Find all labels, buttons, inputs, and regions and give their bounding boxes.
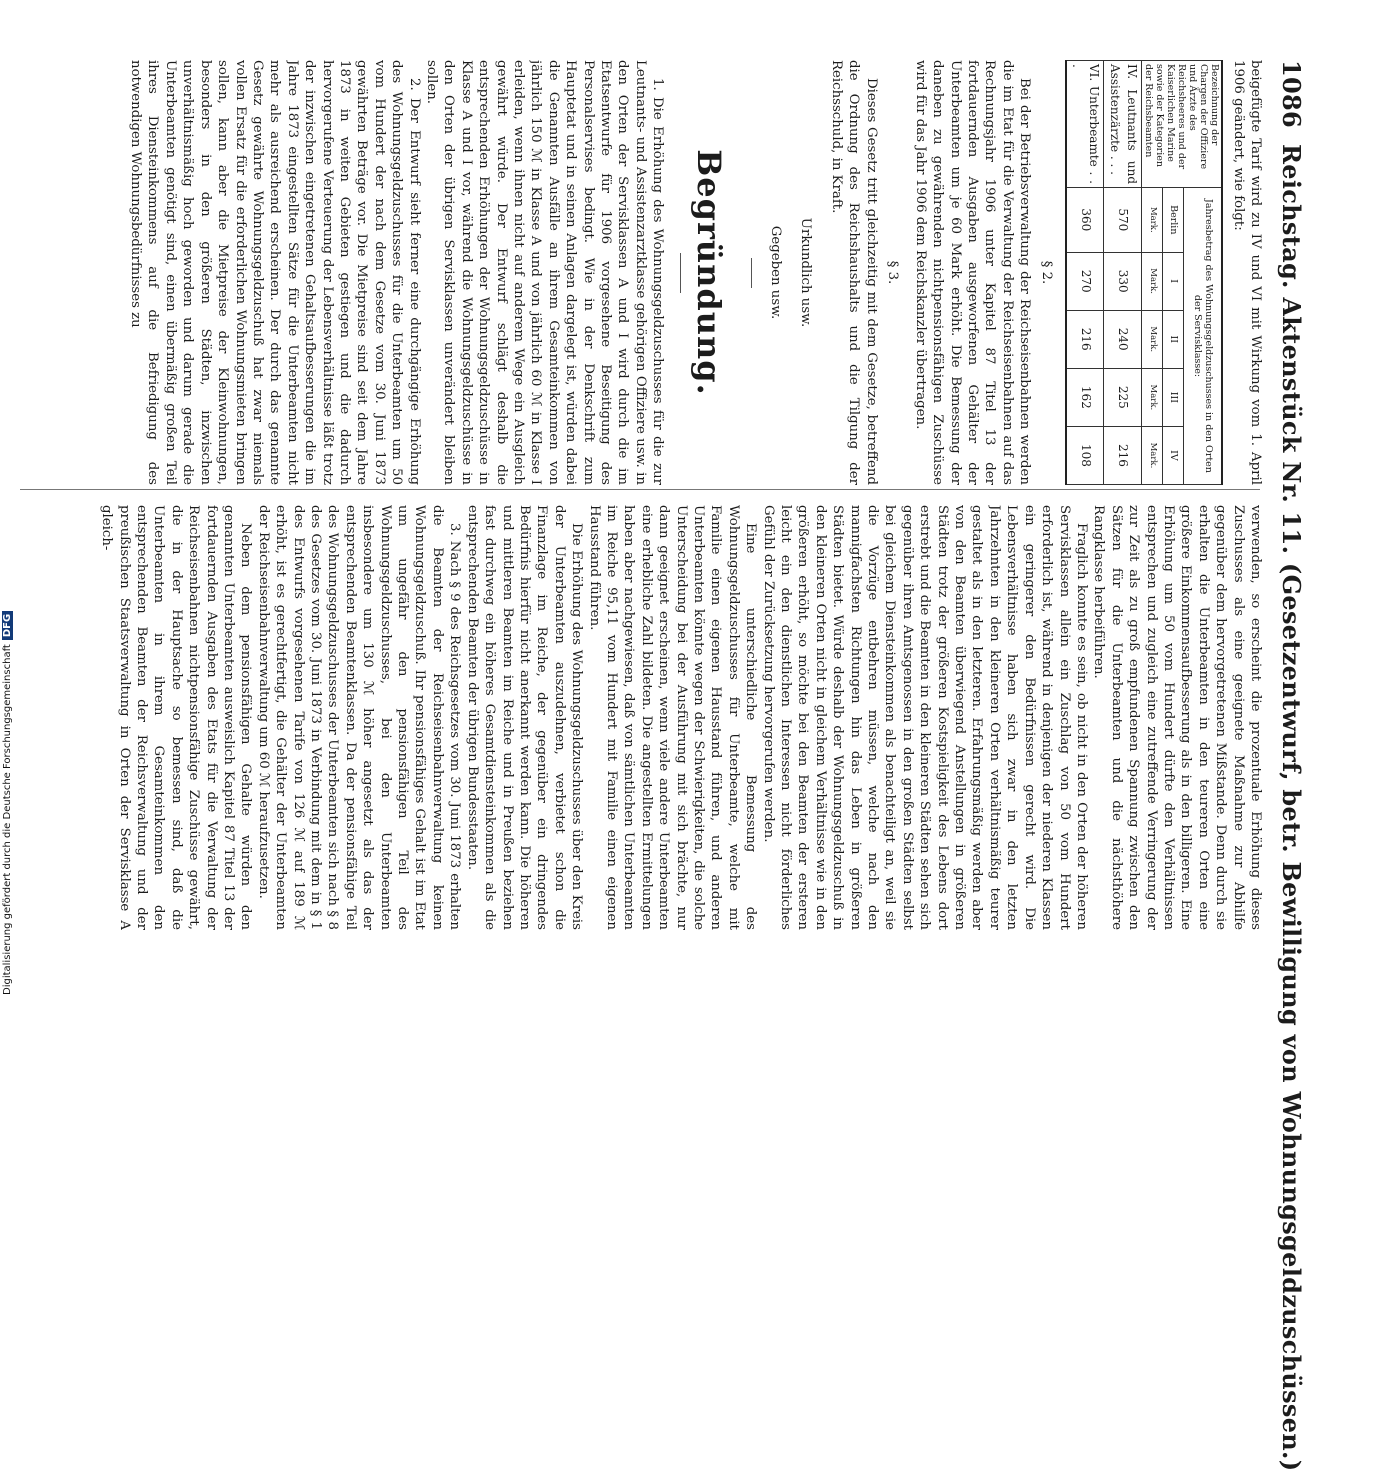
body-paragraph: 1. Die Erhöhung des Wohnungsgeldzuschusses für die zur Leutnants- und Assistenzarztklasse gehörigen Offiziere usw. in den Orten der Servisklassen A und I wird durch die im Etatsentwurfe für 1906 vorgesehene Beseitigung des Personalservises bedingt. Wie in der Denkschrift zum Hauptetat und in seinen Anlagen dargelegt ist, würden dabei die Genannten Ausfälle an ihrem Gesamteinkommen von jährlich 150 ℳ in Klasse A und von jährlich 60 ℳ in Klasse I erleiden, wenn ihnen nicht auf anderem Wege ein Ausgleich gewährt würde. Der Entwurf schlägt deshalb die entsprechenden Erhöhungen der Wohnungsgeldzuschüsse in Klasse A und I vor, während die Wohnungsgeldzuschüsse in den Orten der übrigen Servisklassen unverändert bleiben sollen.	[424, 60, 666, 485]
table-cell: 225	[1104, 368, 1142, 426]
unit-label: Mark.	[1142, 252, 1163, 310]
closing-line: Urkundlich usw.	[798, 217, 814, 328]
row-label: IV. Leutnants und Assistenzärzte . . .	[1104, 61, 1142, 188]
body-paragraph: Die Erhöhung des Wohnungsgeldzuschusses über den Kreis der Unterbeamten auszudehnen, verbietet schon die Finanzlage im Reiche, der gegenüber ein dringendes Bedürfnis hierfür nicht anerkannt werden kann. Die höheren und mittleren Beamten im Reiche und in Preußen beziehen fast durchweg ein höheres Gesamtdiensteinkommen als die entsprechenden Beamten der übrigen Bundesstaaten.	[464, 505, 585, 930]
table-cell: 360	[1066, 188, 1104, 253]
class-header: II	[1163, 310, 1184, 368]
separator-rule	[751, 258, 752, 288]
imprint-text: Digitalisierung gefördert durch die Deutsche Forschungsgemeinschaft	[2, 644, 13, 995]
dfg-logo: DFG	[2, 611, 13, 640]
right-column	[9, 505, 1264, 930]
table-group-header: Jahresbetrag des Wohnungsgeldzuschusses in den Orten der Servisklasse:	[1184, 188, 1222, 485]
table-cell: 330	[1104, 252, 1142, 310]
closing-line: Gegeben usw.	[767, 225, 783, 320]
table-cell: 162	[1066, 368, 1104, 426]
table-cell: 108	[1066, 426, 1104, 484]
column-divider	[20, 489, 1260, 490]
table-cell: 216	[1104, 426, 1142, 484]
tariff-intro: beigefügte Tarif wird zu IV und VI mit Wirkung vom 1. April 1906 geändert, wie folgt:	[1230, 60, 1263, 485]
body-paragraph: verwenden, so erscheint die prozentuale Erhöhung dieses Zuschusses als eine geeignete Maßnahme zur Abhilfe gegenüber dem hervorgetretenen Mißstande. Denn durch sie erhalten die Unterbeamten in den teureren Orten eine größere Einkommensaufbesserung als in den billigeren. Eine Erhöhung um 50 vom Hundert dürfte den Verhältnissen entsprechen und zugleich eine zutreffende Verringerung der zur Zeit als zu groß empfundenen Spannung zwischen den Sätzen für die Unterbeamten und die nächsthöhere Rangklasse herbeiführen.	[1091, 505, 1263, 930]
row-label: VI. Unterbeamte . . .	[1066, 61, 1104, 188]
digitization-imprint	[2, 611, 13, 995]
class-header: Berlin	[1163, 188, 1184, 253]
section-title: § 3.	[885, 260, 901, 285]
section-heading: Begründung.	[690, 149, 729, 396]
body-paragraph: 2. Der Entwurf sieht ferner eine durchgängige Erhöhung des Wohnungsgeldzuschusses für die Unterbeamten um 50 vom Hundert der nach dem Gesetze vom 30. Juni 1873 gewährten Beträge vor. Die Mietpreise sind seit dem Jahre 1873 in weiten Gebieten gestiegen und die dadurch hervorgerufene Verteuerung der Lebensverhältnisse läßt trotz der inzwischen eingetretenen Gehaltsaufbesserungen die im Jahre 1873 eingestellten Sätze für die Unterbeamten nicht mehr als ausreichend erscheinen. Der durch das genannte Gesetz gewährte Wohnungsgeldzuschuß hat zwar niemals vollen Ersatz für die erforderlichen Wohnungsmieten bringen sollen, kann aber die Mietpreise der Kleinwohnungen, besonders in den größeren Städten, inzwischen unverhältnismäßig hoch geworden und darum gerade die Unterbeamten genötigt sind, einen übermäßig großen Teil ihres Diensteinkommens auf die Befriedigung des notwendigen Wohnungsbedürfnisses zu	[128, 60, 422, 485]
class-header: III	[1163, 368, 1184, 426]
section-paragraph: Bei der Betriebsverwaltung der Reichseisenbahnen werden die im Etat für die Verwaltung der Reichseisenbahnen auf das Rechnungsjahr 1906 unter Kapitel 87 Titel 13 der fortdauernden Ausgaben ausgeworfenen Gehälter der Unterbeamten um je 60 Mark erhöht. Die Bemessung der daneben zu gewährenden nichtpensionsfähigen Zuschüsse wird für das Jahr 1906 dem Reichskanzler übertragen.	[912, 60, 1033, 485]
class-header: IV	[1163, 426, 1184, 484]
table-row	[1066, 61, 1104, 485]
table-row	[1104, 61, 1142, 485]
separator-rule	[680, 253, 681, 293]
body-paragraph: 3. Nach § 9 des Reichsgesetzes vom 30. Juni 1873 erhalten die Beamten der Reichseisenbahnverwaltung keinen Wohnungsgeldzuschuß. Ihr pensionsfähiges Gehalt ist im Etat um ungefähr den pensionsfähigen Teil des Wohnungsgeldzuschusses, bei den Unterbeamten insbesondere um 130 ℳ höher angesetzt als das der entsprechenden Beamtenklassen. Da der pensionsfähige Teil des Wohnungsgeldzuschusses der Unterbeamten sich nach § 8 des Gesetzes vom 30. Juni 1873 in Verbindung mit dem in § 1 des Entwurfs vorgesehenen Tarife von 126 ℳ auf 189 ℳ erhöht, ist es gerechtfertigt, die Gehälter der Unterbeamten der Reichseisenbahnverwaltung um 60 ℳ heraufzusetzen.	[255, 505, 463, 930]
table-cell: 570	[1104, 188, 1142, 253]
table-col-header: Bezeichnung der Chargen der Offiziere und Ärzte des Reichsheeres und der Kaiserlichen Marine sowie der Kategorien der Reichsbeamten	[1142, 61, 1223, 188]
body-paragraph: Fraglich konnte es sein, ob nicht in den Orten der höheren Servisklassen allein ein Zuschlag von 50 vom Hundert erforderlich ist, während in denjenigen der niederen Klassen ein geringerer den Bedürfnissen gerecht wird. Die Lebensverhältnisse haben sich zwar in den letzten Jahrzehnten in den kleineren Orten verhältnismäßig teurer gestaltet als in den letzteren. Erfahrungsmäßig werden aber von den Beamten überwiegend Anstellungen in größeren Städten trotz der größeren Kostspieligkeit des Lebens dort erstrebt und die Beamten in den kleineren Städten sehen sich gegenüber ihren Amtsgenossen in den großen Städten selbst bei gleichem Diensteinkommen als benachteiligt an, weil sie die Vorzüge entbehren müssen, welche nach den mannigfachsten Richtungen hin das Leben in größeren Städten bietet. Würde deshalb der Wohnungsgeldzuschuß in den kleineren Orten nicht in gleichem Verhältnisse wie in den größeren erhöht, so möchte bei den Beamten der ersteren leicht ein den dienstlichen Interessen nicht förderliches Gefühl der Zurücksetzung hervorgerufen werden.	[760, 505, 1089, 930]
unit-label: Mark.	[1142, 188, 1163, 253]
table-cell: 270	[1066, 252, 1104, 310]
unit-label: Mark.	[1142, 310, 1163, 368]
unit-label: Mark.	[1142, 426, 1163, 484]
section-title: § 2.	[1038, 260, 1054, 285]
page-title: Reichstag. Aktenstück Nr. 11. (Gesetzentwurf, betr. Bewilligung von Wohnungsgeldzuschüssen.)	[1277, 144, 1307, 1471]
table-cell: 240	[1104, 310, 1142, 368]
body-paragraph: Eine unterschiedliche Bemessung des Wohnungsgeldzuschusses für Unterbeamte, welche mit Familie einen eigenen Hausstand führen, und anderen Unterbeamten könnte wegen der Schwierigkeiten, die solche Unterscheidung bei der Ausführung mit sich brächte, nur dann geeignet erscheinen, wenn viele andere Unterbeamten eine erhebliche Zahl bildeten. Die angestellten Ermittelungen haben aber nachgewiesen, daß von sämtlichen Unterbeamten im Reiche 95,11 vom Hundert mit Familie einen eigenen Hausstand führen.	[586, 505, 759, 930]
page-header	[1272, 60, 1312, 1471]
page-number: 1086	[1277, 60, 1307, 128]
section-paragraph: Dieses Gesetz tritt gleichzeitig mit dem Gesetze, betreffend die Ordnung des Reichshaushalts und die Tilgung der Reichsschuld, in Kraft.	[829, 60, 879, 485]
unit-label: Mark.	[1142, 368, 1163, 426]
left-column	[9, 60, 1264, 485]
tariff-table	[1065, 60, 1224, 485]
class-header: I	[1163, 252, 1184, 310]
table-cell: 216	[1066, 310, 1104, 368]
body-paragraph: Neben dem pensionsfähigen Gehalte würden den genannten Unterbeamten ausweislich Kapitel 87 Titel 13 der fortdauernden Ausgaben des Etats für die Verwaltung der Reichseisenbahnen nichtpensionsfähige Zuschüsse gewährt, die in der Hauptsache so bemessen sind, daß die Unterbeamten in ihrem Gesamteinkommen den entsprechenden Beamten der Reichsverwaltung und der preußischen Staatsverwaltung in Orten der Servisklasse A gleich-	[99, 505, 254, 930]
